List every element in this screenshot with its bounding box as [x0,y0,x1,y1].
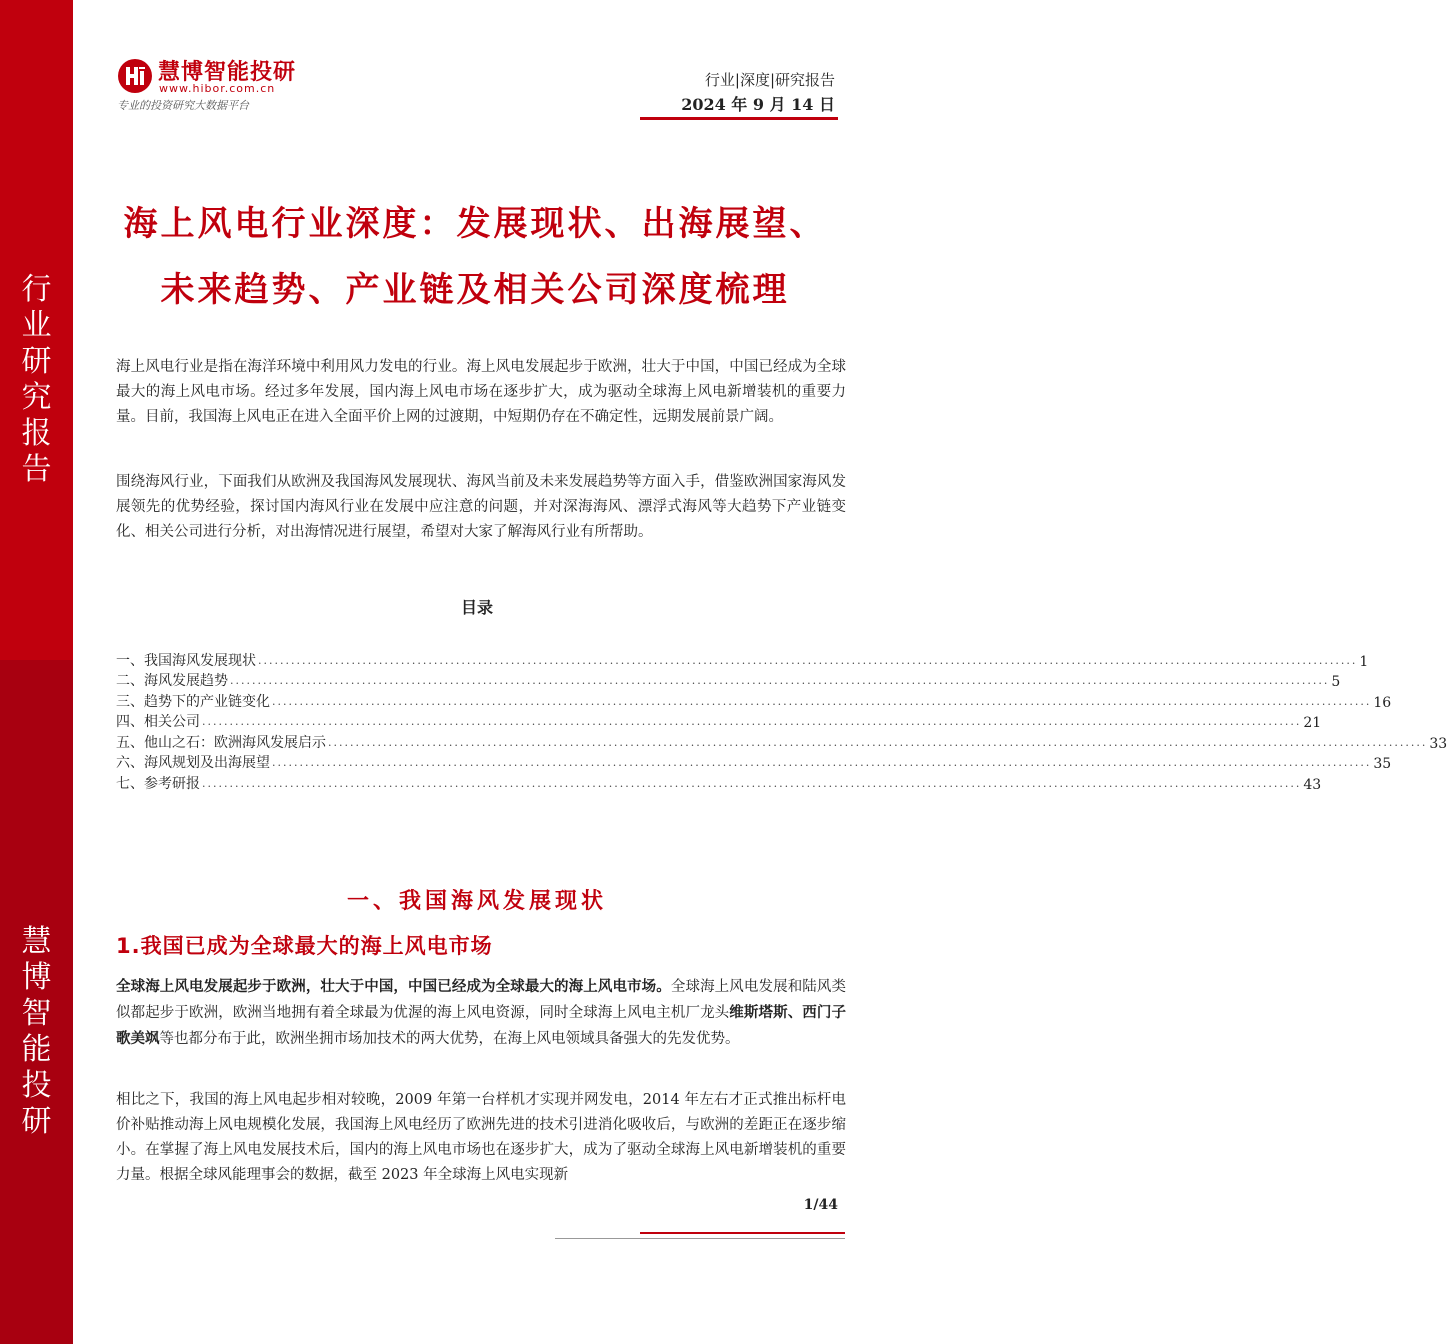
toc-item-label: 三、趋势下的产业链变化 [116,693,270,710]
toc-item-label: 六、海风规划及出海展望 [116,755,270,771]
toc-leader: ........................................................................................................................................................................................................ [202,715,1302,728]
paragraph-lead-bold: 全球海上风电发展起步于欧洲，壮大于中国，中国已经成为全球最大的海上风电市场。 [116,978,671,995]
toc-leader: ........................................................................................................................................................................................................ [202,776,1302,790]
page-number: 1/44 [803,1197,838,1213]
toc-item-label: 七、参考研报 [116,775,200,792]
toc-leader: ........................................................................................................................................................................................................ [230,674,1330,687]
toc-item-page: 21 [1303,715,1322,731]
toc-heading: 目录 [460,598,493,617]
logo-name: 慧博智能投研 [158,60,297,85]
report-title-line-1: 海上风电行业深度：发展现状、出海展望、 [123,204,827,244]
section-paragraph-2: 相比之下，我国的海上风电起步相对较晚，2009 年第一台样机才实现并网发电，2014 年左右才正式推出标杆电价补贴推动海上风电规模化发展，我国海上风电经历了欧洲先进的技术引进消化吸收后，与欧洲的差距正在逐步缩小。在掌握了海上风电发展技术后，国内的海上风电市场也在逐步扩大，成为了驱动全球海上风电新增装机的重要力量。根据全球风能理事会的数据，截至 2023 年全球海上风电实现新 [116,1092,846,1183]
toc-item[interactable] [116,711,1322,732]
toc-item[interactable] [116,731,1447,752]
toc-leader: ........................................................................................................................................................................................................ [272,694,1372,708]
footer-divider [640,1232,845,1234]
toc-item-page: 33 [1429,735,1447,752]
toc-item[interactable] [116,690,1392,711]
toc-item[interactable] [116,649,1369,670]
toc-item[interactable] [116,772,1322,793]
intro-paragraph-1: 海上风电行业是指在海洋环境中利用风力发电的行业。海上风电发展起步于欧洲，壮大于中国，中国已经成为全球最大的海上风电市场。经过多年发展，国内海上风电市场在逐步扩大，成为驱动全球海上风电新增装机的重要力量。目前，我国海上风电正在进入全面平价上网的过渡期，中短期仍存在不确定性，远期发展前景广阔。 [116,359,846,425]
paragraph-text: 全球海上风电发展和陆风类似都起步于欧洲，欧洲当地拥有着全球最为优渥的海上风电资源，同时全球海上风电主机厂龙头 [116,979,846,1021]
sidebar [0,0,73,1344]
toc-leader: ........................................................................................................................................................................................................ [258,653,1358,667]
subsection-title: 1.我国已成为全球最大的海上风电市场 [116,934,493,958]
toc-item-page: 1 [1359,653,1369,670]
toc-leader: ........................................................................................................................................................................................................ [328,735,1428,749]
logo-url: www.hibor.com.cn [159,82,276,95]
company-names-bold: 维斯塔斯、西门子歌美飒 [116,1004,847,1047]
hibor-logo-icon [117,58,153,94]
toc-item-page: 16 [1373,694,1392,711]
report-title-line-2: 未来趋势、产业链及相关公司深度梳理 [160,270,790,310]
sidebar-label-brand: 慧 博 智 能 投 研 [21,924,52,1139]
toc-item[interactable] [116,670,1341,691]
logo-slogan: 专业的投资研究大数据平台 [117,99,249,112]
header-divider [640,117,838,120]
logo[interactable] [117,55,317,115]
intro-paragraph-2: 围绕海风行业，下面我们从欧洲及我国海风发展现状、海风当前及未来发展趋势等方面入手，借鉴欧洲国家海风发展领先的优势经验，探讨国内海风行业在发展中应注意的问题，并对深海海风、漂浮式海风等大趋势下产业链变化、相关公司进行分析，对出海情况进行展望，希望对大家了解海风行业有所帮助。 [116,474,846,540]
toc-leader: ........................................................................................................................................................................................................ [272,756,1372,769]
footer-divider-thin [555,1238,845,1239]
report-date: 2024 年 9 月 14 日 [681,95,835,114]
toc-item-page: 5 [1331,674,1341,690]
paragraph-text: 等也都分布于此，欧洲坐拥市场加技术的两大优势，在海上风电领域具备强大的先发优势。 [159,1031,740,1047]
toc-item-label: 一、我国海风发展现状 [116,652,256,669]
sidebar-label-report-type: 行 业 研 究 报 告 [21,272,52,487]
toc-item[interactable] [116,752,1392,773]
toc-item-page: 43 [1303,776,1322,793]
report-tags: 行业|深度|研究报告 [704,71,835,89]
toc-item-label: 五、他山之石：欧洲海风发展启示 [116,734,326,751]
toc-item-label: 四、相关公司 [116,714,200,730]
toc-item-page: 35 [1373,756,1392,772]
section-paragraph-1 [116,974,846,1052]
table-of-contents [116,649,1447,793]
toc-item-label: 二、海风发展趋势 [116,673,228,689]
section-title: 一、我国海风发展现状 [346,889,607,914]
